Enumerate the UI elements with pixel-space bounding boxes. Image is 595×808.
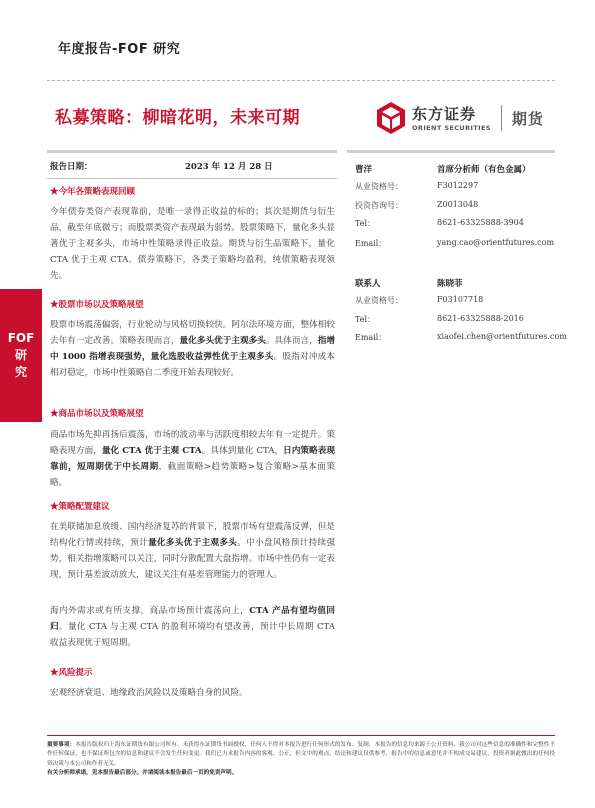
orient-logo-icon (374, 101, 408, 135)
analyst-row-value: F3012297 (437, 181, 479, 190)
contact-row-value: 8621-63325888-2016 (437, 314, 524, 323)
report-date-label: 报告日期： (50, 162, 93, 172)
contact-row (355, 332, 567, 344)
analyst-row-label: 从业资格号： (355, 182, 403, 191)
disclaimer-note: 有关分析师承诺，见本报告最后部分。并请阅读本报告最后一页的免责声明。 (47, 769, 238, 776)
analyst-email: yang.cao@orientfutures.com (437, 238, 555, 247)
disclaimer-label: 重要事项： (47, 742, 76, 748)
logo-futures: 期货 (511, 109, 544, 128)
section-heading: ★策略配置建议 (50, 502, 110, 512)
analyst-row-value: Z0013048 (437, 200, 479, 209)
section-heading: ★股票市场以及策略展望 (50, 300, 144, 310)
title-divider-left (47, 150, 337, 153)
analyst-row (355, 218, 555, 230)
section-paragraph: 商品市场先抑再扬后震荡，市场的波动率与活跃度相较去年有一定提升。策略表现方面，量化 CTA 优于主观 CTA。具体到量化 CTA，日内策略表现靠前，短周期优于中长周期，截面策略>趋势策略>复合策略>基本面策略。 (50, 430, 335, 488)
section-paragraph: 海内外需求或有所支撑，商品市场预计震荡向上，CTA 产品有望均值回归。量化 CTA 与主观 CTA 的盈利环境均有望改善，预计中长周期 CTA 收益表现优于短周期。 (50, 606, 335, 648)
section-paragraph: 在美联储加息放缓、国内经济复苏的背景下，股票市场有望震荡反弹，但是结构化行情或持续，预计量化多头优于主观多头。中小盘风格预计持续强势，相关指增策略可以关注，同时分散配置大盘指增。市场中性仍有一定表现，预计基差波动放大，建议关注有基差管理能力的管理人。 (50, 522, 335, 580)
section-heading: ★今年各策略表现回顾 (50, 187, 136, 197)
contact-email: xiaofei.chen@orientfutures.com (437, 332, 567, 341)
analyst-row-value: 8621-63325888-3904 (437, 218, 524, 227)
analyst-row (355, 181, 555, 193)
analyst-title: 首席分析师（有色金属） (437, 165, 531, 175)
footer-divider (47, 735, 555, 736)
emphasis-text: 量化 CTA 优于主观 CTA (101, 445, 202, 456)
analyst-row-label: Email： (355, 239, 387, 248)
analyst-name: 曹洋 (355, 165, 373, 175)
analyst-name-row (355, 163, 555, 175)
section-heading: ★风险提示 (50, 668, 93, 678)
logo-separator (501, 105, 502, 131)
logo-company-name: 东方证券 (412, 104, 477, 123)
contact-row (355, 295, 555, 307)
title-divider-right (347, 150, 555, 153)
date-divider (47, 178, 337, 179)
emphasis-text: 量化多头优于主观多头 (148, 537, 238, 548)
analyst-row (355, 238, 555, 250)
contact-row-value: F03107718 (437, 295, 484, 304)
report-title: 私募策略：柳暗花明，未来可期 (55, 108, 300, 128)
section-paragraph: 股票市场震荡偏弱，行业轮动与风格切换较快。阿尔法环境方面，整体相较去年有一定改善。策略表现而言，量化多头优于主观多头。具体而言，指增中 1000 指增表现强势，量化选股收益弹性优于主观多头。股指对冲成本相对稳定，市场中性策略自二季度开始表现较好。 (50, 320, 335, 378)
contact-row-label: Email： (355, 333, 387, 342)
analyst-row (355, 200, 555, 212)
header-divider (47, 80, 555, 81)
report-category: 年度报告-FOF 研究 (58, 42, 181, 57)
company-logo (374, 100, 549, 136)
contact-label: 联系人 (355, 279, 381, 289)
disclaimer-text: 本报告版权归上海东证期货有限公司所有。未获得东证期货书面授权，任何人不得对本报告进行任何形式的发布、复制。本报告的信息均来源于公开资料，我公司对这些信息的准确性和完整性不作任何保证，也不保证所包含的信息和建议不会发生任何变更。我们已力求报告内容的客观、公正，但文中的观点、结论和建议仅供参考，报告中的信息或意见并不构成交易建议，投资者据此做出的任何投资决策与本公司和作者无关。 (47, 742, 555, 767)
contact-row-label: Tel： (355, 315, 376, 324)
section-heading: ★商品市场以及策略展望 (50, 409, 144, 419)
section-paragraph: 宏观经济衰退、地缘政治风险以及策略自身的风险。 (50, 688, 248, 698)
side-tab-line: FOF (7, 331, 35, 345)
logo-company-name-en: ORIENT SECURITIES (412, 123, 491, 132)
contact-row (355, 314, 555, 326)
section-paragraph: 今年债券类资产表现靠前，是唯一录得正收益的标的；其次是期货与衍生品，截至年底微亏；而股票类资产表现最为弱势。股票策略下，量化多头显著优于主观多头，市场中性策略录得正收益。期货与衍生品策略下，量化 CTA 优于主观 CTA。债券策略下，各类子策略均盈利，纯债策略表现领先。 (50, 207, 335, 281)
analyst-row-label: Tel： (355, 219, 376, 228)
emphasis-text: 日内策略表现靠前，短周期优于中长周期 (50, 445, 335, 472)
emphasis-text: CTA 产品有望均值回归 (50, 606, 335, 632)
emphasis-text: 量化多头优于主观多头 (179, 335, 266, 346)
contact-name: 陈晓菲 (437, 279, 463, 289)
contact-name-row (355, 277, 555, 289)
contact-row-label: 从业资格号： (355, 296, 403, 305)
emphasis-text: 指增中 1000 指增表现强势，量化选股收益弹性优于主观多头 (50, 335, 335, 362)
analyst-row-label: 投资咨询号： (355, 201, 403, 210)
side-tab-line: 究 (14, 365, 27, 379)
disclaimer (47, 741, 555, 778)
side-tab-line: 研 (14, 348, 27, 362)
side-tab (0, 289, 42, 422)
report-date-value: 2023 年 12 月 28 日 (185, 162, 273, 172)
